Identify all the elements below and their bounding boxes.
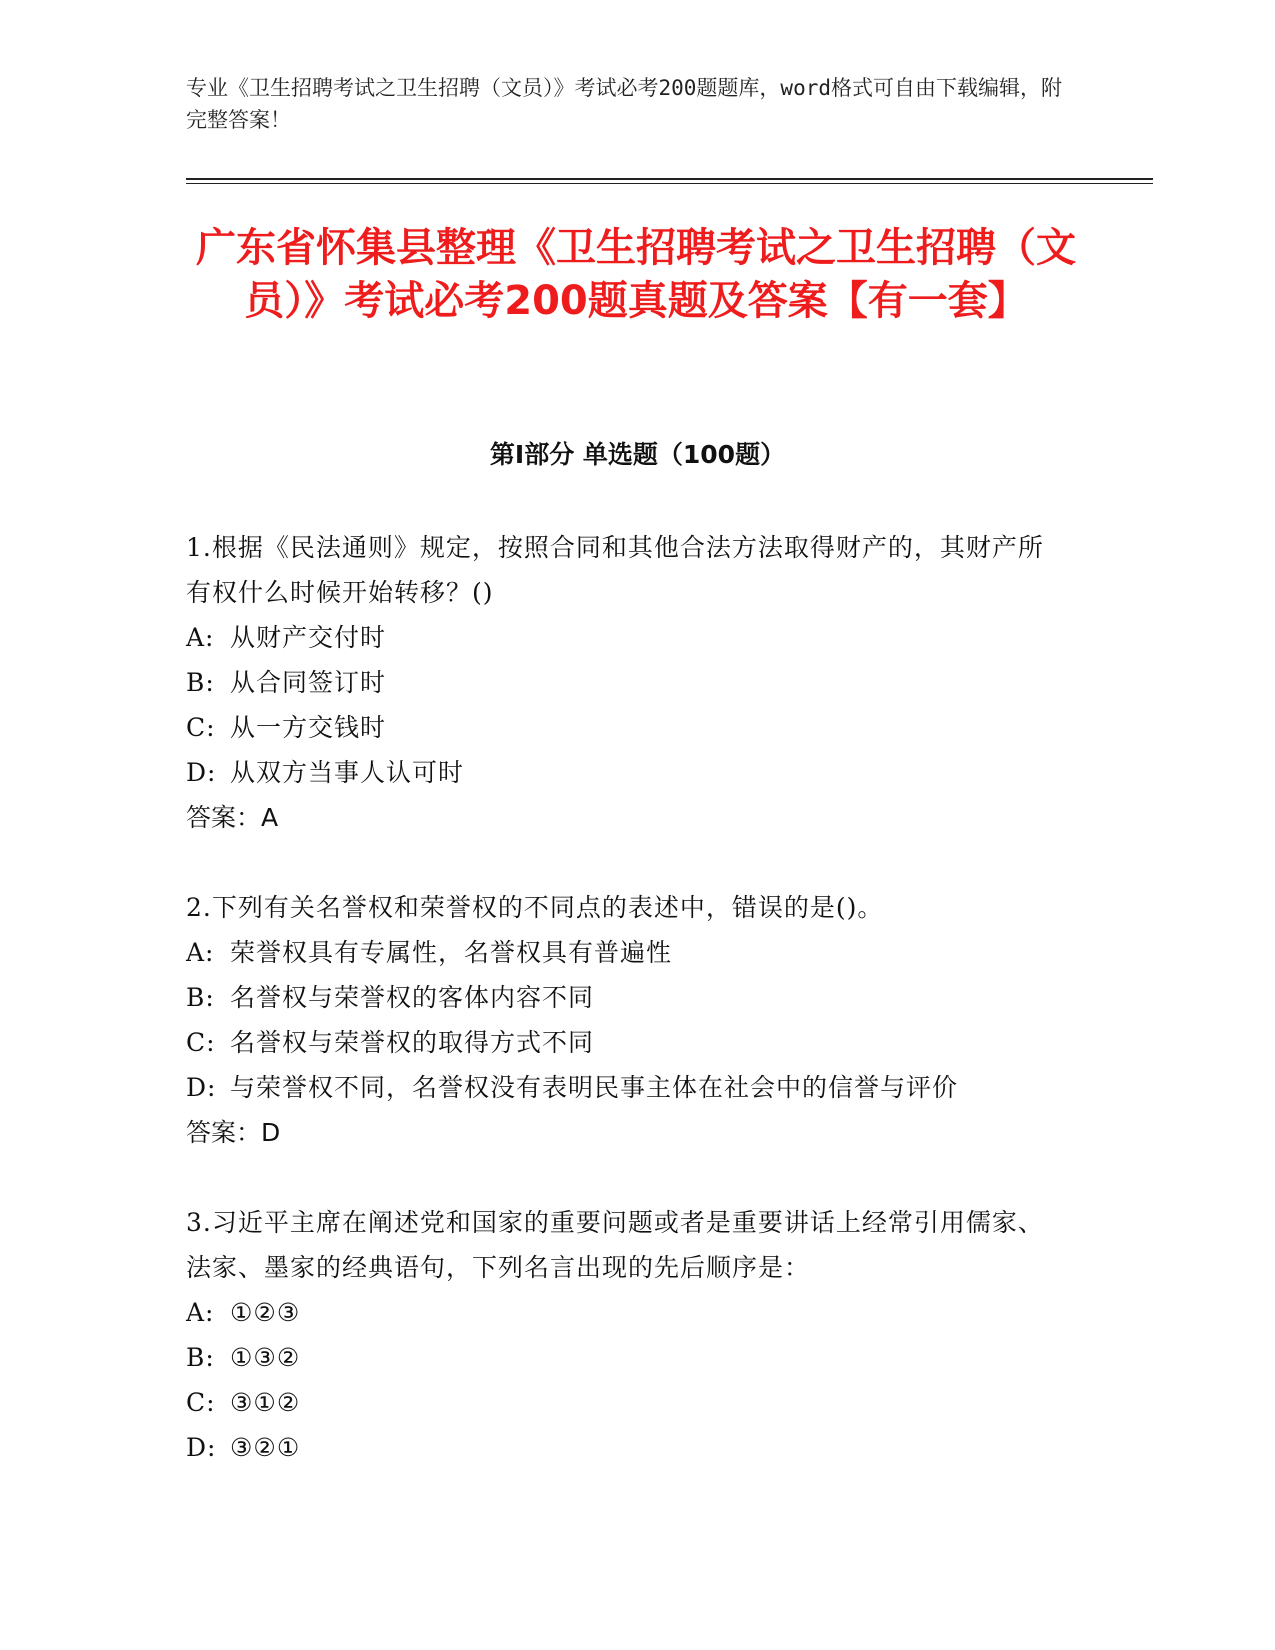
option-c — [186, 705, 1066, 750]
option-text: 从双方当事人认可时 — [230, 758, 465, 787]
option-text: 荣誉权具有专属性，名誉权具有普遍性 — [230, 938, 673, 967]
document-title: 广东省怀集县整理《卫生招聘考试之卫生招聘（文员）》考试必考200题真题及答案【有一套】 — [196, 225, 1076, 324]
option-d — [186, 750, 1066, 795]
option-letter: A: — [186, 623, 215, 652]
question-1 — [186, 525, 1066, 840]
option-a — [186, 615, 1066, 660]
option-c — [186, 1380, 1066, 1425]
question-stem: 2.下列有关名誉权和荣誉权的不同点的表述中，错误的是()。 — [186, 893, 884, 922]
option-b — [186, 975, 1066, 1020]
option-c — [186, 1020, 1066, 1065]
answer: 答案：D — [186, 1118, 281, 1147]
option-letter: D: — [186, 1073, 217, 1102]
option-letter: C: — [186, 1028, 216, 1057]
option-letter: B: — [186, 668, 215, 697]
section-title: 第Ⅰ部分 单选题（100题） — [489, 440, 786, 469]
option-d — [186, 1065, 1066, 1110]
option-a — [186, 1290, 1066, 1335]
option-b — [186, 1335, 1066, 1380]
option-letter: D: — [186, 1433, 217, 1462]
header-divider-thin — [186, 183, 1153, 184]
answer: 答案：A — [186, 803, 279, 832]
question-list — [186, 525, 1066, 1515]
question-stem: 1.根据《民法通则》规定，按照合同和其他合法方法取得财产的，其财产所有权什么时候开始转移？() — [186, 533, 1044, 607]
header-divider-thick — [186, 178, 1153, 180]
option-text: ③①② — [230, 1388, 301, 1417]
option-letter: A: — [186, 1298, 215, 1327]
option-text: 从合同签订时 — [230, 668, 387, 697]
option-a — [186, 930, 1066, 975]
option-text: ①③② — [230, 1343, 301, 1372]
option-text: 从财产交付时 — [230, 623, 387, 652]
option-letter: B: — [186, 983, 215, 1012]
option-letter: C: — [186, 1388, 216, 1417]
option-letter: B: — [186, 1343, 215, 1372]
header-note: 专业《卫生招聘考试之卫生招聘（文员）》考试必考200题题库，word格式可自由下载编辑，附完整答案！ — [186, 76, 1062, 132]
option-text: 名誉权与荣誉权的客体内容不同 — [230, 983, 595, 1012]
option-d — [186, 1425, 1066, 1470]
option-text: 与荣誉权不同，名誉权没有表明民事主体在社会中的信誉与评价 — [230, 1073, 959, 1102]
question-3 — [186, 1200, 1066, 1470]
question-2 — [186, 885, 1066, 1155]
option-text: ①②③ — [230, 1298, 301, 1327]
question-stem: 3.习近平主席在阐述党和国家的重要问题或者是重要讲话上经常引用儒家、法家、墨家的经典语句，下列名言出现的先后顺序是： — [186, 1208, 1044, 1282]
option-text: 从一方交钱时 — [230, 713, 387, 742]
option-text: ③②① — [230, 1433, 301, 1462]
option-letter: C: — [186, 713, 216, 742]
option-b — [186, 660, 1066, 705]
option-text: 名誉权与荣誉权的取得方式不同 — [230, 1028, 595, 1057]
option-letter: D: — [186, 758, 217, 787]
option-letter: A: — [186, 938, 215, 967]
